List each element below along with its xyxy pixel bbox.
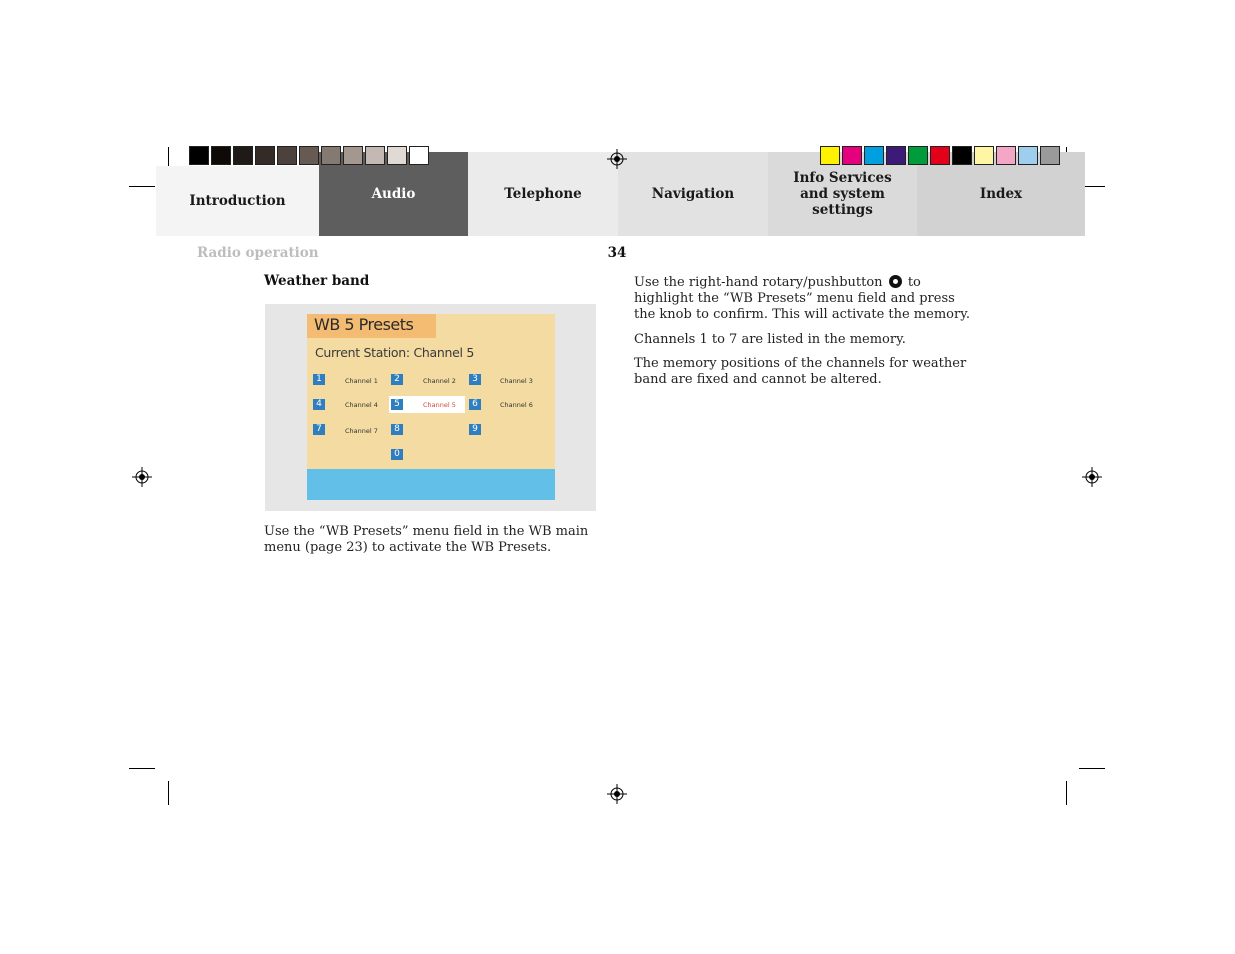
preset-number: 7 [313, 424, 325, 435]
rotary-pushbutton-icon [889, 275, 902, 288]
crop-mark [129, 768, 155, 769]
preset-label: Channel 7 [345, 427, 378, 435]
crop-mark [1066, 781, 1067, 805]
screen-figure [265, 304, 596, 511]
tab-telephone[interactable]: Telephone [468, 152, 618, 236]
preset-number: 3 [469, 374, 481, 385]
color-swatch [820, 146, 840, 165]
tab-info-services[interactable]: Info Services and system settings [768, 152, 917, 236]
screen-title-bar [307, 314, 436, 338]
color-swatch [409, 146, 429, 165]
color-swatch [255, 146, 275, 165]
color-swatch [842, 146, 862, 165]
figure-caption: Use the “WB Presets” menu field in the WB main menu (page 23) to activate the WB Presets. [264, 524, 589, 555]
screen-title: WB 5 Presets [314, 315, 414, 334]
color-swatch [864, 146, 884, 165]
preset-number: 4 [313, 399, 325, 410]
registration-mark-icon [607, 784, 627, 804]
color-swatch [930, 146, 950, 165]
color-swatch [277, 146, 297, 165]
color-swatch [1018, 146, 1038, 165]
preset-number: 6 [469, 399, 481, 410]
instruction-paragraph: Use the right-hand rotary/pushbutton to highlight the “WB Presets” menu field and press the knob to confirm. This will activate the memory. [634, 275, 970, 322]
registration-mark-icon [132, 467, 152, 487]
preset-number: 0 [391, 449, 403, 460]
preset-label: Channel 2 [423, 377, 456, 385]
color-swatch [1040, 146, 1060, 165]
page-number: 34 [607, 245, 627, 261]
color-swatch [974, 146, 994, 165]
color-swatch [299, 146, 319, 165]
preset-label: Channel 6 [500, 401, 533, 409]
preset-number: 1 [313, 374, 325, 385]
screen-bottom-bar [307, 469, 555, 500]
crop-mark [1079, 768, 1105, 769]
tab-navigation[interactable]: Navigation [618, 152, 768, 236]
section-heading: Weather band [264, 273, 370, 289]
preset-label: Channel 3 [500, 377, 533, 385]
fixed-positions-paragraph: The memory positions of the channels for weather band are fixed and cannot be altered. [634, 356, 967, 387]
registration-mark-icon [607, 149, 627, 169]
preset-number: 5 [391, 399, 403, 410]
color-swatch [365, 146, 385, 165]
preset-number: 8 [391, 424, 403, 435]
crop-mark [129, 186, 155, 187]
color-swatch [996, 146, 1016, 165]
tab-introduction[interactable]: Introduction [156, 166, 319, 236]
color-swatch [886, 146, 906, 165]
memory-paragraph: Channels 1 to 7 are listed in the memory. [634, 332, 906, 347]
color-swatch [908, 146, 928, 165]
color-bar-grayscale [189, 146, 431, 165]
color-swatch [387, 146, 407, 165]
color-swatch [343, 146, 363, 165]
section-label: Radio operation [197, 245, 319, 261]
crop-mark [168, 781, 169, 805]
preset-number: 2 [391, 374, 403, 385]
color-swatch [233, 146, 253, 165]
color-bar-process [820, 146, 1062, 165]
color-swatch [952, 146, 972, 165]
preset-number: 9 [469, 424, 481, 435]
current-station: Current Station: Channel 5 [315, 345, 474, 360]
color-swatch [321, 146, 341, 165]
wb-presets-screen [307, 314, 555, 500]
registration-mark-icon [1082, 467, 1102, 487]
tab-audio[interactable]: Audio [319, 152, 468, 236]
preset-label: Channel 4 [345, 401, 378, 409]
tab-index[interactable]: Index [917, 152, 1085, 236]
preset-label: Channel 1 [345, 377, 378, 385]
color-swatch [189, 146, 209, 165]
preset-label-selected: Channel 5 [423, 401, 456, 409]
color-swatch [211, 146, 231, 165]
